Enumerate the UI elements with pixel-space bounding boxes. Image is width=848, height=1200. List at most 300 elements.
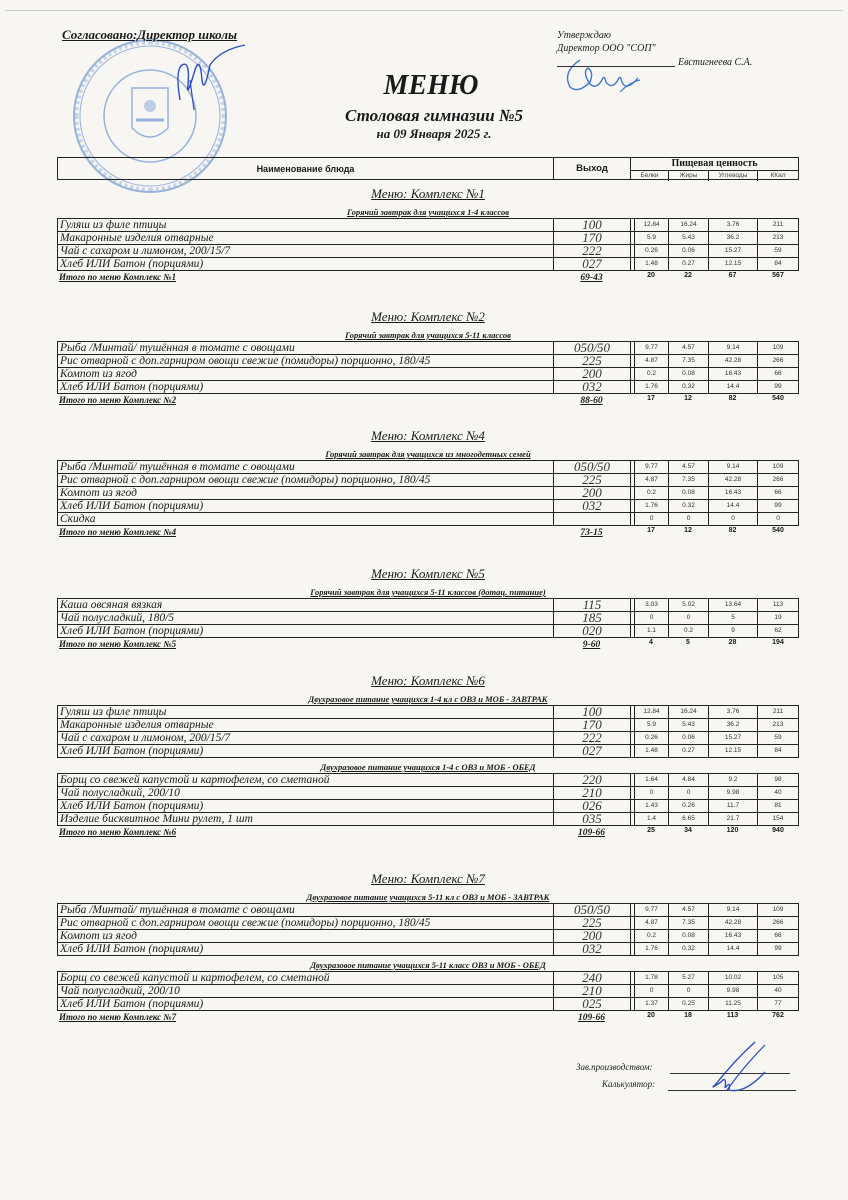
table-row [57,732,799,745]
dish-fat: 0.27 [669,745,709,757]
complex-title: Меню: Комплекс №5 [371,566,485,581]
dish-kcal: 109 [758,342,799,354]
dish-output: 035 [554,813,631,825]
dish-kcal: 40 [758,787,799,799]
dish-carbs: 9.14 [709,904,758,916]
dish-carbs: 11.7 [709,800,758,812]
meal-group-title: Двухразовое питание учащихся 1-4 кл с ОВЗ и МОБ - ЗАВТРАК [308,694,548,704]
total-fat: 18 [684,1012,692,1019]
dish-fat: 0.27 [669,258,709,270]
dish-output [554,513,631,525]
table-row [57,245,799,258]
dish-output: 027 [554,745,631,757]
dish-output: 032 [554,381,631,393]
dish-protein: 9.77 [635,904,669,916]
dish-carbs: 10.02 [709,972,758,984]
dish-output: 170 [554,232,631,244]
dish-fat: 0 [669,612,709,624]
table-row [57,368,799,381]
dish-protein: 1.48 [635,745,669,757]
table-row [57,342,799,355]
total-label: Итого по меню Комплекс №5 [59,639,177,649]
total-price: 88-60 [580,396,603,406]
table-row [57,943,799,956]
dish-kcal: 66 [758,930,799,942]
dish-protein: 1.1 [635,625,669,637]
dish-name: Рис отварной с доп.гарниром овощи свежие (помидоры) порционно, 180/45 [58,355,554,367]
dish-list [57,903,799,956]
dish-carbs: 36.2 [709,232,758,244]
table-row [57,985,799,998]
dish-kcal: 266 [758,917,799,929]
dish-protein: 4.87 [635,917,669,929]
dish-fat: 16.24 [669,219,709,231]
complex-section [57,427,799,539]
dish-name: Макаронные изделия отварные [58,232,554,244]
dish-fat: 7.35 [669,917,709,929]
complex-section [57,185,799,284]
dish-protein: 0.2 [635,487,669,499]
dish-name: Борщ со свежей капустой и картофелем, со сметаной [58,972,554,984]
dish-output: 027 [554,258,631,270]
dish-protein: 1.76 [635,500,669,512]
table-row [57,972,799,985]
approve-label: Утверждаю [557,30,611,41]
dish-name: Гуляш из филе птицы [58,706,554,718]
page-subtitle: Столовая гимназии №5 [344,106,524,125]
total-label: Итого по меню Комплекс №1 [59,272,177,282]
dish-fat: 4.57 [669,342,709,354]
dish-name: Хлеб ИЛИ Батон (порциями) [58,745,554,757]
approve-signature-line [557,66,675,67]
dish-fat: 6.65 [669,813,709,825]
page-title: МЕНЮ [383,70,479,101]
meal-group-title: Горячий завтрак для учащихся 5-11 классов [345,330,511,340]
dish-fat: 0.06 [669,245,709,257]
dish-output: 115 [554,599,631,611]
dish-protein: 0 [635,985,669,997]
dish-fat: 4.57 [669,904,709,916]
page-top-edge [5,10,843,11]
dish-protein: 5.9 [635,719,669,731]
dish-list [57,971,799,1011]
dish-kcal: 62 [758,625,799,637]
dish-kcal: 59 [758,245,799,257]
dish-kcal: 98 [758,774,799,786]
approver-name: Евстигнеева С.А. [678,57,753,68]
complex-total-row [57,1011,799,1024]
complex-section [57,308,799,407]
dish-protein: 1.43 [635,800,669,812]
dish-carbs: 21.7 [709,813,758,825]
dish-carbs: 42.28 [709,474,758,486]
complex-title: Меню: Комплекс №4 [371,428,485,443]
column-header-nutrition [631,158,798,179]
total-carbs: 67 [728,272,737,279]
column-header-fat: Жиры [669,171,709,181]
dish-kcal: 0 [758,513,799,525]
table-row [57,930,799,943]
table-row [57,800,799,813]
dish-protein: 1.76 [635,943,669,955]
dish-list [57,341,799,394]
total-fat: 12 [684,527,692,534]
dish-fat: 4.57 [669,461,709,473]
dish-list [57,773,799,826]
dish-carbs: 16.43 [709,930,758,942]
total-kcal: 762 [772,1012,784,1019]
dish-kcal: 84 [758,258,799,270]
dish-kcal: 77 [758,998,799,1010]
dish-kcal: 105 [758,972,799,984]
dish-kcal: 84 [758,745,799,757]
dish-kcal: 154 [758,813,799,825]
dish-kcal: 66 [758,368,799,380]
total-price: 109-66 [578,1013,605,1023]
meal-group-title: Двухразовое питание учащихся 5-11 кл с ОВЗ и МОБ - ЗАВТРАК [306,892,550,902]
dish-carbs: 3.76 [709,706,758,718]
calculator-label: Калькулятор: [602,1079,656,1089]
dish-protein: 1.76 [635,381,669,393]
dish-fat: 5.02 [669,599,709,611]
table-row [57,813,799,826]
dish-fat: 0.2 [669,625,709,637]
dish-kcal: 213 [758,719,799,731]
dish-kcal: 81 [758,800,799,812]
dish-kcal: 211 [758,706,799,718]
dish-kcal: 19 [758,612,799,624]
table-row [57,232,799,245]
dish-output: 225 [554,474,631,486]
dish-protein: 4.87 [635,474,669,486]
dish-output: 100 [554,706,631,718]
dish-carbs: 11.25 [709,998,758,1010]
dish-carbs: 9.98 [709,985,758,997]
complex-section [57,672,799,839]
meal-group-title: Горячий завтрак для учащихся 1-4 классов [346,207,510,217]
total-fat: 5 [686,639,690,646]
dish-carbs: 42.28 [709,355,758,367]
dish-protein: 5.9 [635,232,669,244]
dish-fat: 0.08 [669,368,709,380]
total-carbs: 82 [728,395,737,402]
dish-name: Борщ со свежей капустой и картофелем, со сметаной [58,774,554,786]
dish-kcal: 99 [758,500,799,512]
dish-output: 050/50 [554,461,631,473]
dish-kcal: 213 [758,232,799,244]
total-carbs: 113 [726,1012,739,1019]
meal-group-title: Горячий завтрак для учащихся 5-11 классов (дотац. питание) [310,587,546,597]
dish-protein: 0 [635,787,669,799]
dish-output: 026 [554,800,631,812]
total-price: 9-60 [582,640,601,650]
complex-section [57,870,799,1024]
column-header-dish-name: Наименование блюда [58,158,554,179]
dish-output: 222 [554,245,631,257]
dish-output: 185 [554,612,631,624]
table-row [57,219,799,232]
dish-carbs: 9.98 [709,787,758,799]
dish-output: 200 [554,368,631,380]
approver-position: Директор ООО "СОП" [557,43,656,54]
total-carbs: 120 [726,827,739,834]
dish-carbs: 9.2 [709,774,758,786]
dish-list [57,218,799,271]
menu-table-header [57,157,799,180]
dish-protein: 4.87 [635,355,669,367]
dish-name: Каша овсяная вязкая [58,599,554,611]
complex-total-row [57,526,799,539]
dish-kcal: 211 [758,219,799,231]
dish-fat: 16.24 [669,706,709,718]
dish-output: 170 [554,719,631,731]
dish-protein: 0 [635,612,669,624]
approve-block [557,29,656,55]
dish-carbs: 9.14 [709,342,758,354]
dish-output: 225 [554,355,631,367]
total-protein: 20 [647,272,655,279]
table-row [57,774,799,787]
dish-carbs: 9 [709,625,758,637]
dish-protein: 1.37 [635,998,669,1010]
complex-total-row [57,394,799,407]
dish-kcal: 99 [758,381,799,393]
dish-protein: 0.26 [635,245,669,257]
dish-output: 020 [554,625,631,637]
dish-kcal: 109 [758,461,799,473]
dish-carbs: 42.28 [709,917,758,929]
dish-fat: 5.43 [669,232,709,244]
table-row [57,745,799,758]
dish-carbs: 14.4 [709,943,758,955]
total-fat: 12 [684,395,692,402]
dish-fat: 0.26 [669,800,709,812]
dish-fat: 0.32 [669,500,709,512]
dish-fat: 0.08 [669,487,709,499]
dish-protein: 0 [635,513,669,525]
table-row [57,787,799,800]
total-protein: 17 [647,527,655,534]
dish-carbs: 12.15 [709,745,758,757]
production-head-label: Зав.производством: [576,1062,653,1072]
dish-name: Гуляш из филе птицы [58,219,554,231]
complex-title: Меню: Комплекс №1 [371,186,485,201]
dish-name: Рыба /Минтай/ тушённая в томате с овощами [58,342,554,354]
dish-protein: 0.2 [635,930,669,942]
meal-group-title: Двухразовое питание учащихся 5-11 класс ОВЗ и МОБ - ОБЕД [310,960,546,970]
dish-list [57,460,799,526]
total-fat: 22 [684,272,692,279]
dish-carbs: 16.43 [709,487,758,499]
total-label: Итого по меню Комплекс №4 [59,527,177,537]
dish-kcal: 113 [758,599,799,611]
dish-fat: 0 [669,787,709,799]
dish-name: Рис отварной с доп.гарниром овощи свежие (помидоры) порционно, 180/45 [58,474,554,486]
dish-protein: 1.48 [635,258,669,270]
table-row [57,998,799,1011]
dish-fat: 7.35 [669,474,709,486]
total-kcal: 540 [772,527,784,534]
dish-output: 200 [554,487,631,499]
dish-list [57,598,799,638]
column-header-output: Выход [554,158,631,179]
dish-output: 032 [554,500,631,512]
column-header-kcal: ККал [770,172,786,179]
dish-output: 050/50 [554,904,631,916]
meal-group-title: Двухразовое питание учащихся 1-4 с ОВЗ и МОБ - ОБЕД [320,762,536,772]
dish-carbs: 15.27 [709,245,758,257]
dish-list [57,705,799,758]
dish-name: Чай полусладкий, 200/10 [58,787,554,799]
dish-fat: 0.25 [669,998,709,1010]
dish-output: 032 [554,943,631,955]
total-carbs: 82 [728,527,737,534]
dish-name: Хлеб ИЛИ Батон (порциями) [58,998,554,1010]
dish-name: Макаронные изделия отварные [58,719,554,731]
dish-output: 210 [554,985,631,997]
dish-fat: 0.06 [669,732,709,744]
dish-carbs: 0 [709,513,758,525]
table-row [57,599,799,612]
dish-kcal: 109 [758,904,799,916]
dish-protein: 9.77 [635,342,669,354]
table-row [57,474,799,487]
table-row [57,513,799,526]
dish-carbs: 3.76 [709,219,758,231]
complex-total-row [57,826,799,839]
dish-carbs: 5 [709,612,758,624]
table-row [57,487,799,500]
meal-group-title: Горячий завтрак для учащихся из многодетных семей [325,449,531,459]
dish-name: Рыба /Минтай/ тушённая в томате с овощами [58,461,554,473]
dish-name: Изделие бисквитное Мини рулет, 1 шт [58,813,554,825]
dish-kcal: 59 [758,732,799,744]
dish-fat: 0.32 [669,943,709,955]
dish-fat: 0.32 [669,381,709,393]
dish-fat: 4.84 [669,774,709,786]
dish-carbs: 12.15 [709,258,758,270]
total-protein: 17 [647,395,655,402]
table-row [57,917,799,930]
total-protein: 25 [647,827,655,834]
dish-name: Хлеб ИЛИ Батон (порциями) [58,381,554,393]
dish-output: 200 [554,930,631,942]
dish-name: Хлеб ИЛИ Батон (порциями) [58,625,554,637]
dish-output: 225 [554,917,631,929]
total-kcal: 940 [772,827,784,834]
dish-fat: 0 [669,985,709,997]
dish-name: Рис отварной с доп.гарниром овощи свежие (помидоры) порционно, 180/45 [58,917,554,929]
dish-protein: 9.77 [635,461,669,473]
total-protein: 4 [649,639,653,646]
dish-protein: 12.84 [635,219,669,231]
dish-name: Хлеб ИЛИ Батон (порциями) [58,500,554,512]
agreed-by-label: Согласовано:Директор школы [62,27,238,42]
calculator-signature-icon [695,1040,775,1095]
total-label: Итого по меню Комплекс №2 [59,395,177,405]
dish-kcal: 99 [758,943,799,955]
dish-protein: 12.84 [635,706,669,718]
dish-carbs: 14.4 [709,381,758,393]
dish-fat: 5.43 [669,719,709,731]
table-row [57,719,799,732]
dish-protein: 1.78 [635,972,669,984]
total-protein: 20 [647,1012,655,1019]
complex-title: Меню: Комплекс №2 [371,309,485,324]
nutrition-title: Пищевая ценность [631,158,798,171]
dish-output: 240 [554,972,631,984]
dish-protein: 0.26 [635,732,669,744]
complex-total-row [57,271,799,284]
complex-section [57,565,799,651]
dish-carbs: 36.2 [709,719,758,731]
total-fat: 34 [684,827,692,834]
dish-kcal: 266 [758,474,799,486]
dish-output: 222 [554,732,631,744]
complex-title: Меню: Комплекс №7 [371,871,485,886]
dish-name: Хлеб ИЛИ Батон (порциями) [58,800,554,812]
dish-name: Хлеб ИЛИ Батон (порциями) [58,943,554,955]
dish-fat: 7.35 [669,355,709,367]
dish-name: Рыба /Минтай/ тушённая в томате с овощами [58,904,554,916]
dish-carbs: 15.27 [709,732,758,744]
complex-title: Меню: Комплекс №6 [371,673,485,688]
table-row [57,461,799,474]
dish-name: Компот из ягод [58,930,554,942]
dish-protein: 1.4 [635,813,669,825]
dish-name: Чай с сахаром и лимоном, 200/15/7 [58,732,554,744]
menu-date: на 09 Января 2025 г. [376,126,492,141]
table-row [57,625,799,638]
dish-name: Хлеб ИЛИ Батон (порциями) [58,258,554,270]
table-row [57,381,799,394]
dish-protein: 0.2 [635,368,669,380]
total-price: 69-43 [580,273,603,283]
dish-protein: 3.03 [635,599,669,611]
dish-fat: 0.08 [669,930,709,942]
dish-protein: 1.64 [635,774,669,786]
total-kcal: 540 [772,395,784,402]
total-label: Итого по меню Комплекс №6 [59,827,177,837]
dish-name: Чай полусладкий, 200/10 [58,985,554,997]
dish-output: 210 [554,787,631,799]
table-row [57,500,799,513]
total-price: 109-66 [578,828,605,838]
table-row [57,904,799,917]
dish-carbs: 13.64 [709,599,758,611]
dish-fat: 5.27 [669,972,709,984]
table-row [57,355,799,368]
total-label: Итого по меню Комплекс №7 [59,1012,177,1022]
dish-carbs: 9.14 [709,461,758,473]
column-header-carbs: Углеводы [709,171,758,181]
dish-name: Чай с сахаром и лимоном, 200/15/7 [58,245,554,257]
table-row [57,706,799,719]
dish-output: 220 [554,774,631,786]
dish-kcal: 266 [758,355,799,367]
dish-output: 100 [554,219,631,231]
dish-name: Компот из ягод [58,487,554,499]
dish-kcal: 40 [758,985,799,997]
dish-carbs: 16.43 [709,368,758,380]
total-price: 73-15 [580,528,603,538]
total-kcal: 567 [772,272,784,279]
dish-fat: 0 [669,513,709,525]
complex-total-row [57,638,799,651]
dish-name: Скидка [58,513,554,525]
table-row [57,258,799,271]
dish-carbs: 14.4 [709,500,758,512]
